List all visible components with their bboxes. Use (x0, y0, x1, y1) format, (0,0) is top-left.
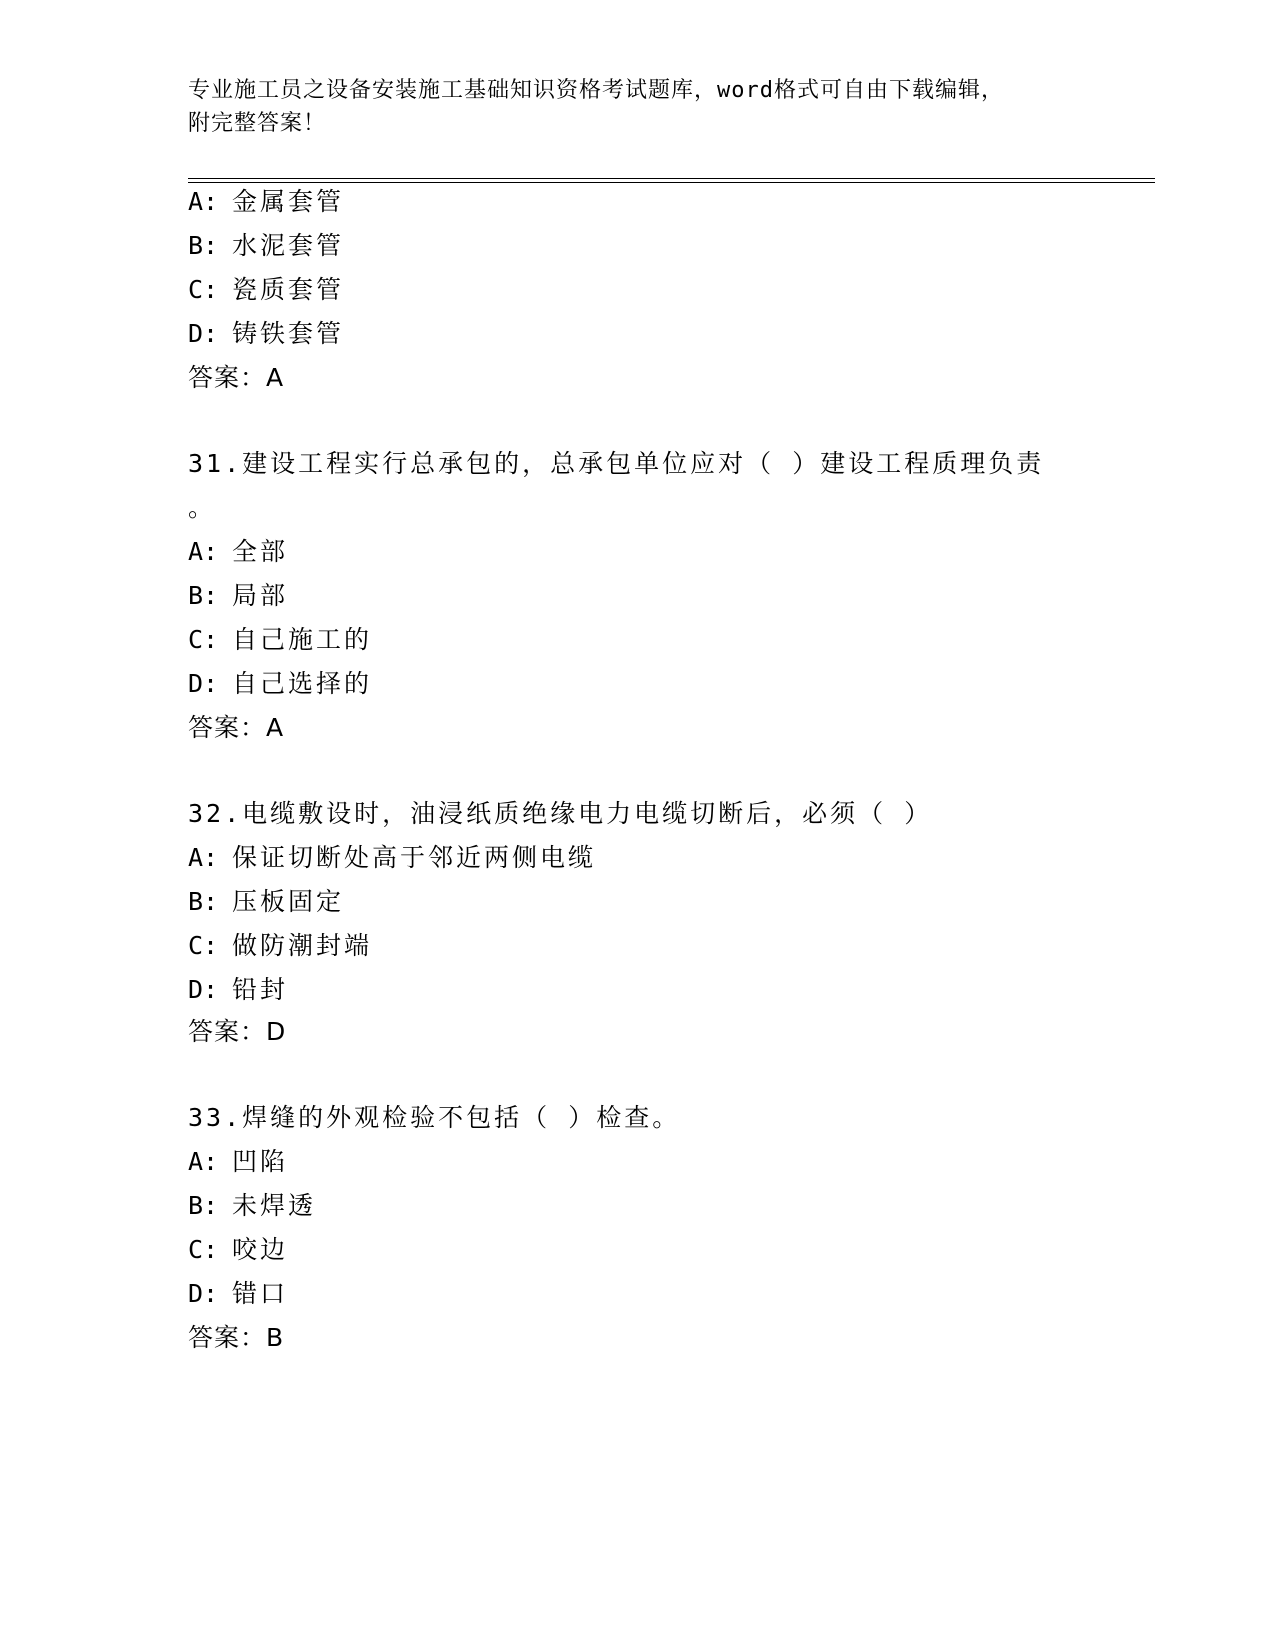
option-text: 铸铁套管 (232, 319, 345, 348)
q32-option-d (188, 974, 288, 1006)
q31-option-b (188, 580, 288, 612)
q33-stem: 33.焊缝的外观检验不包括（ ）检查。 (188, 1103, 681, 1132)
document-header (188, 74, 1088, 140)
option-text: 咬边 (232, 1235, 289, 1264)
option-label: C: (188, 1235, 219, 1264)
q33-answer: 答案：B (188, 1323, 285, 1352)
header-line-1: 专业施工员之设备安装施工基础知识资格考试题库，word格式可自由下载编辑， (188, 78, 1004, 103)
option-text: 压板固定 (232, 887, 345, 916)
option-text: 铅封 (232, 975, 289, 1004)
q31-option-a (188, 536, 288, 568)
option-text: 凹陷 (232, 1147, 289, 1176)
option-label: D: (188, 1279, 219, 1308)
q30-option-c (188, 274, 344, 306)
header-divider (188, 178, 1155, 183)
option-label: A: (188, 537, 219, 566)
q31-answer: 答案：A (188, 713, 285, 742)
option-text: 局部 (232, 581, 289, 610)
q32-option-b (188, 886, 344, 918)
q32-answer: 答案：D (188, 1017, 287, 1046)
q32-option-c (188, 930, 372, 962)
q30-option-b (188, 230, 344, 262)
q33-option-d (188, 1278, 288, 1310)
option-label: D: (188, 319, 219, 348)
option-text: 保证切断处高于邻近两侧电缆 (232, 843, 597, 872)
option-label: A: (188, 187, 219, 216)
q33-option-c (188, 1234, 288, 1266)
option-text: 金属套管 (232, 187, 345, 216)
option-label: C: (188, 931, 219, 960)
q30-answer: 答案：A (188, 363, 285, 392)
option-text: 做防潮封端 (232, 931, 373, 960)
option-label: C: (188, 275, 219, 304)
option-text: 瓷质套管 (232, 275, 345, 304)
header-line-2: 附完整答案！ (188, 111, 327, 136)
option-text: 水泥套管 (232, 231, 345, 260)
option-label: A: (188, 1147, 219, 1176)
option-text: 未焊透 (232, 1191, 317, 1220)
q32-option-a (188, 842, 596, 874)
q30-option-d (188, 318, 344, 350)
option-text: 自己选择的 (232, 669, 373, 698)
q30-option-a (188, 186, 344, 218)
option-label: D: (188, 669, 219, 698)
option-label: B: (188, 231, 219, 260)
option-label: C: (188, 625, 219, 654)
q33-option-b (188, 1190, 316, 1222)
q32-stem: 32.电缆敷设时，油浸纸质绝缘电力电缆切断后，必须（ ） (188, 799, 933, 828)
q31-stem: 31.建设工程实行总承包的，总承包单位应对（ ）建设工程质理负责 (188, 449, 1045, 478)
q31-option-c (188, 624, 372, 656)
option-label: D: (188, 975, 219, 1004)
option-label: B: (188, 581, 219, 610)
option-text: 错口 (232, 1279, 289, 1308)
option-label: B: (188, 1191, 219, 1220)
q33-option-a (188, 1146, 288, 1178)
option-text: 自己施工的 (232, 625, 373, 654)
option-label: A: (188, 843, 219, 872)
q31-stem-continued: 。 (188, 493, 217, 522)
q31-option-d (188, 668, 372, 700)
option-text: 全部 (232, 537, 289, 566)
option-label: B: (188, 887, 219, 916)
